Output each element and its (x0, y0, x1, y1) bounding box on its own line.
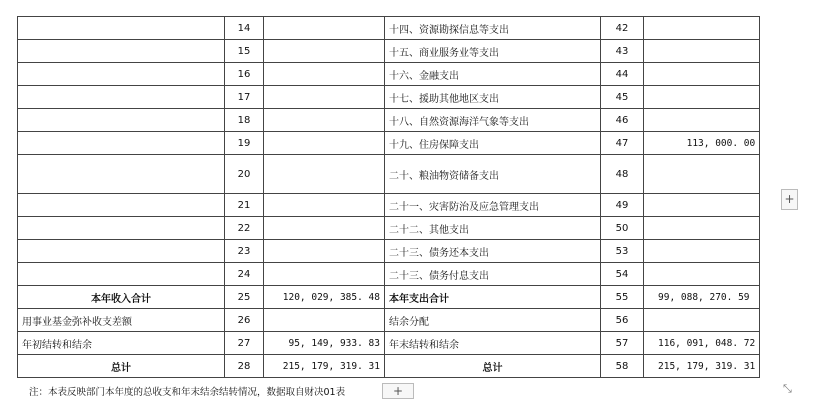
expense-amount[interactable] (644, 40, 760, 63)
expense-amount[interactable] (644, 17, 760, 40)
income-item-cell[interactable] (18, 194, 225, 217)
expense-line-number[interactable]: 56 (601, 309, 644, 332)
income-total-amount[interactable]: 120, 029, 385. 48 (264, 286, 385, 309)
expense-amount[interactable] (644, 263, 760, 286)
expense-item-label[interactable]: 十五、商业服务业等支出 (385, 40, 601, 63)
income-amount[interactable] (264, 155, 385, 194)
table-row (18, 263, 760, 286)
income-amount[interactable] (264, 194, 385, 217)
add-column-button[interactable]: + (781, 189, 798, 210)
expense-item-label[interactable]: 二十一、灾害防治及应急管理支出 (385, 194, 601, 217)
grand-total-label-right[interactable]: 总计 (385, 355, 601, 378)
financial-table (17, 16, 760, 378)
add-row-button[interactable]: + (382, 383, 414, 399)
income-line-number[interactable]: 25 (225, 286, 264, 309)
expense-line-number[interactable]: 44 (601, 63, 644, 86)
expense-item-label[interactable]: 十六、金融支出 (385, 63, 601, 86)
expense-line-number[interactable]: 55 (601, 286, 644, 309)
fund-deficit-label[interactable]: 用事业基金弥补收支差额 (18, 309, 225, 332)
surplus-distribution-label[interactable]: 结余分配 (385, 309, 601, 332)
income-amount[interactable] (264, 263, 385, 286)
table-row (18, 17, 760, 40)
expense-item-label[interactable]: 十七、援助其他地区支出 (385, 86, 601, 109)
table-row (18, 194, 760, 217)
income-item-cell[interactable] (18, 63, 225, 86)
income-amount[interactable] (264, 17, 385, 40)
table-resize-handle[interactable]: ⤡ (783, 382, 792, 395)
table-row (18, 155, 760, 194)
expense-amount[interactable] (644, 194, 760, 217)
closing-balance-amount[interactable]: 116, 091, 048. 72 (644, 332, 760, 355)
income-item-cell[interactable] (18, 155, 225, 194)
income-amount[interactable] (264, 309, 385, 332)
income-amount[interactable] (264, 40, 385, 63)
expense-amount[interactable] (644, 309, 760, 332)
income-amount[interactable] (264, 240, 385, 263)
income-line-number[interactable]: 19 (225, 132, 264, 155)
income-amount[interactable] (264, 109, 385, 132)
income-total-label[interactable]: 本年收入合计 (18, 286, 225, 309)
expense-amount[interactable] (644, 86, 760, 109)
opening-balance-amount[interactable]: 95, 149, 933. 83 (264, 332, 385, 355)
table-row-income-total (18, 286, 760, 309)
expense-line-number[interactable]: 43 (601, 40, 644, 63)
income-line-number[interactable]: 14 (225, 17, 264, 40)
expense-line-number[interactable]: 49 (601, 194, 644, 217)
income-line-number[interactable]: 15 (225, 40, 264, 63)
income-amount[interactable] (264, 63, 385, 86)
income-item-cell[interactable] (18, 86, 225, 109)
expense-amount[interactable] (644, 240, 760, 263)
expense-line-number[interactable]: 53 (601, 240, 644, 263)
table-row (18, 332, 760, 355)
table-row (18, 240, 760, 263)
table-row (18, 40, 760, 63)
expense-line-number[interactable]: 58 (601, 355, 644, 378)
expense-item-label[interactable]: 二十三、债务付息支出 (385, 263, 601, 286)
income-line-number[interactable]: 22 (225, 217, 264, 240)
table-row-grand-total (18, 355, 760, 378)
table-row (18, 86, 760, 109)
expense-item-label[interactable]: 二十、粮油物资储备支出 (385, 155, 601, 194)
table-row (18, 217, 760, 240)
expense-line-number[interactable]: 57 (601, 332, 644, 355)
expense-amount[interactable] (644, 155, 760, 194)
income-item-cell[interactable] (18, 263, 225, 286)
expense-item-label[interactable]: 二十三、债务还本支出 (385, 240, 601, 263)
income-line-number[interactable]: 24 (225, 263, 264, 286)
expense-item-label[interactable]: 二十二、其他支出 (385, 217, 601, 240)
table-row (18, 132, 760, 155)
income-line-number[interactable]: 16 (225, 63, 264, 86)
income-item-cell[interactable] (18, 132, 225, 155)
income-item-cell[interactable] (18, 40, 225, 63)
expense-line-number[interactable]: 54 (601, 263, 644, 286)
income-item-cell[interactable] (18, 109, 225, 132)
table-row (18, 309, 760, 332)
income-amount[interactable] (264, 217, 385, 240)
grand-total-label-left[interactable]: 总计 (18, 355, 225, 378)
income-item-cell[interactable] (18, 240, 225, 263)
expense-line-number[interactable]: 48 (601, 155, 644, 194)
expense-total-label[interactable]: 本年支出合计 (385, 286, 601, 309)
expense-item-label[interactable]: 十八、自然资源海洋气象等支出 (385, 109, 601, 132)
table-footnote: 注：本表反映部门本年度的总收支和年末结余结转情况，数据取自财决01表 (29, 387, 346, 398)
income-item-cell[interactable] (18, 17, 225, 40)
income-line-number[interactable]: 18 (225, 109, 264, 132)
expense-line-number[interactable]: 47 (601, 132, 644, 155)
grand-total-amount-left[interactable]: 215, 179, 319. 31 (264, 355, 385, 378)
expense-amount[interactable] (644, 109, 760, 132)
financial-table-container (17, 16, 760, 378)
expense-item-label[interactable]: 十四、资源勘探信息等支出 (385, 17, 601, 40)
income-line-number[interactable]: 17 (225, 86, 264, 109)
income-line-number[interactable]: 28 (225, 355, 264, 378)
expense-amount[interactable]: 113, 000. 00 (644, 132, 760, 155)
income-line-number[interactable]: 20 (225, 155, 264, 194)
expense-line-number[interactable]: 50 (601, 217, 644, 240)
income-line-number[interactable]: 27 (225, 332, 264, 355)
income-amount[interactable] (264, 86, 385, 109)
table-row (18, 63, 760, 86)
table-row (18, 109, 760, 132)
expense-line-number[interactable]: 46 (601, 109, 644, 132)
income-item-cell[interactable] (18, 217, 225, 240)
closing-balance-label[interactable]: 年末结转和结余 (385, 332, 601, 355)
grand-total-amount-right[interactable]: 215, 179, 319. 31 (644, 355, 760, 378)
opening-balance-label[interactable]: 年初结转和结余 (18, 332, 225, 355)
income-line-number[interactable]: 26 (225, 309, 264, 332)
expense-total-amount[interactable]: 99, 088, 270. 59 (644, 286, 760, 309)
income-line-number[interactable]: 23 (225, 240, 264, 263)
expense-item-label[interactable]: 十九、住房保障支出 (385, 132, 601, 155)
expense-line-number[interactable]: 45 (601, 86, 644, 109)
income-amount[interactable] (264, 132, 385, 155)
expense-amount[interactable] (644, 63, 760, 86)
income-line-number[interactable]: 21 (225, 194, 264, 217)
expense-line-number[interactable]: 42 (601, 17, 644, 40)
expense-amount[interactable] (644, 217, 760, 240)
